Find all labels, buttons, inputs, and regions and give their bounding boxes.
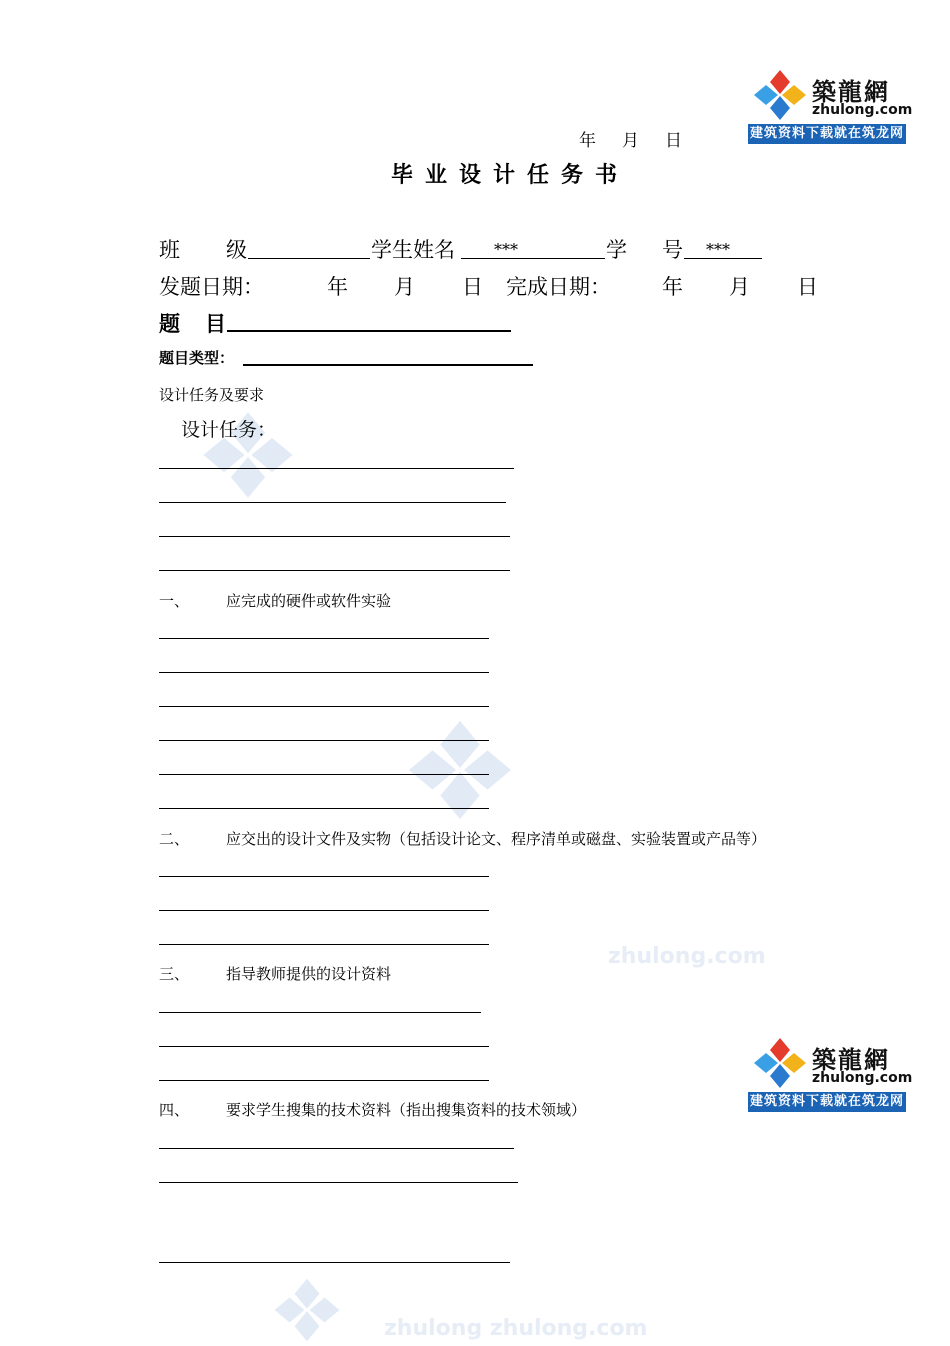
section-4-title: 要求学生搜集的技术资料（指出搜集资料的技术领域） xyxy=(226,1101,587,1119)
watermark-logo-3 xyxy=(272,1278,342,1342)
student-id-label-1: 学 xyxy=(606,238,627,262)
logo-domain: zhulong.com xyxy=(812,102,913,118)
issue-year: 年 xyxy=(327,275,348,299)
section-1-number: 一、 xyxy=(159,592,190,610)
section-1-line[interactable] xyxy=(159,638,489,639)
watermark-text-mid: zhulong.com xyxy=(608,944,766,969)
zhulong-mark-icon xyxy=(752,1038,808,1088)
section-1-title: 应完成的硬件或软件实验 xyxy=(226,592,392,610)
logo-slogan: 建筑资料下载就在筑龙网 xyxy=(748,124,906,144)
complete-year: 年 xyxy=(662,275,683,299)
student-id-label-2: 号 xyxy=(662,238,683,262)
logo-name: 築龍網 xyxy=(812,77,890,106)
task-heading: 设计任务： xyxy=(181,419,277,441)
document-title: 毕业设计任务书 xyxy=(390,162,629,188)
section-1-line[interactable] xyxy=(159,808,489,809)
section-2-line[interactable] xyxy=(159,876,489,877)
section-3-line[interactable] xyxy=(159,1080,489,1081)
section-2-line[interactable] xyxy=(159,910,489,911)
issue-month: 月 xyxy=(394,275,415,299)
complete-date-label: 完成日期： xyxy=(506,275,611,299)
requirements-heading: 设计任务及要求 xyxy=(159,386,265,404)
section-3-number: 三、 xyxy=(159,965,190,983)
header-date-day: 日 xyxy=(665,131,682,151)
student-name-label: 学生姓名 xyxy=(371,238,455,262)
header-date-year: 年 xyxy=(579,131,596,151)
class-label-2: 级 xyxy=(226,238,247,262)
watermark-text-bottom: zhulong zhulong.com xyxy=(384,1316,648,1341)
section-4-line[interactable] xyxy=(159,1262,510,1263)
zhulong-logo-top xyxy=(748,66,913,144)
zhulong-mark-icon xyxy=(752,70,808,120)
topic-type-label: 题目类型： xyxy=(159,349,235,367)
zhulong-logo-bottom xyxy=(748,1034,913,1112)
section-1-line[interactable] xyxy=(159,672,489,673)
student-id-value: *** xyxy=(706,240,730,259)
section-3-line[interactable] xyxy=(159,1046,489,1047)
topic-label-1: 题 xyxy=(159,311,180,336)
class-label-1: 班 xyxy=(159,238,180,262)
topic-field[interactable] xyxy=(227,330,511,332)
issue-day: 日 xyxy=(462,275,483,299)
topic-type-field[interactable] xyxy=(243,364,533,366)
complete-day: 日 xyxy=(797,275,818,299)
section-2-number: 二、 xyxy=(159,830,190,848)
section-1-line[interactable] xyxy=(159,706,489,707)
section-3-title: 指导教师提供的设计资料 xyxy=(226,965,392,983)
issue-date-label: 发题日期： xyxy=(159,275,264,299)
section-4-line[interactable] xyxy=(159,1148,514,1149)
section-2-title: 应交出的设计文件及实物（包括设计论文、程序清单或磁盘、实验装置或产品等） xyxy=(226,830,767,848)
complete-month: 月 xyxy=(729,275,750,299)
student-name-field[interactable] xyxy=(461,258,605,259)
task-line[interactable] xyxy=(159,468,514,469)
section-3-line[interactable] xyxy=(159,1012,481,1013)
task-line[interactable] xyxy=(159,570,510,571)
topic-label-2: 目 xyxy=(205,311,226,336)
logo-slogan: 建筑资料下载就在筑龙网 xyxy=(748,1092,906,1112)
section-1-line[interactable] xyxy=(159,740,489,741)
student-name-value: *** xyxy=(494,240,518,259)
watermark-logo-2 xyxy=(405,720,515,820)
logo-domain: zhulong.com xyxy=(812,1070,913,1086)
section-1-line[interactable] xyxy=(159,774,489,775)
section-2-line[interactable] xyxy=(159,944,489,945)
logo-name: 築龍網 xyxy=(812,1045,890,1074)
task-line[interactable] xyxy=(159,536,510,537)
header-date-month: 月 xyxy=(622,131,639,151)
task-line[interactable] xyxy=(159,502,506,503)
section-4-number: 四、 xyxy=(159,1101,190,1119)
class-field[interactable] xyxy=(248,258,370,259)
section-4-line[interactable] xyxy=(159,1182,518,1183)
